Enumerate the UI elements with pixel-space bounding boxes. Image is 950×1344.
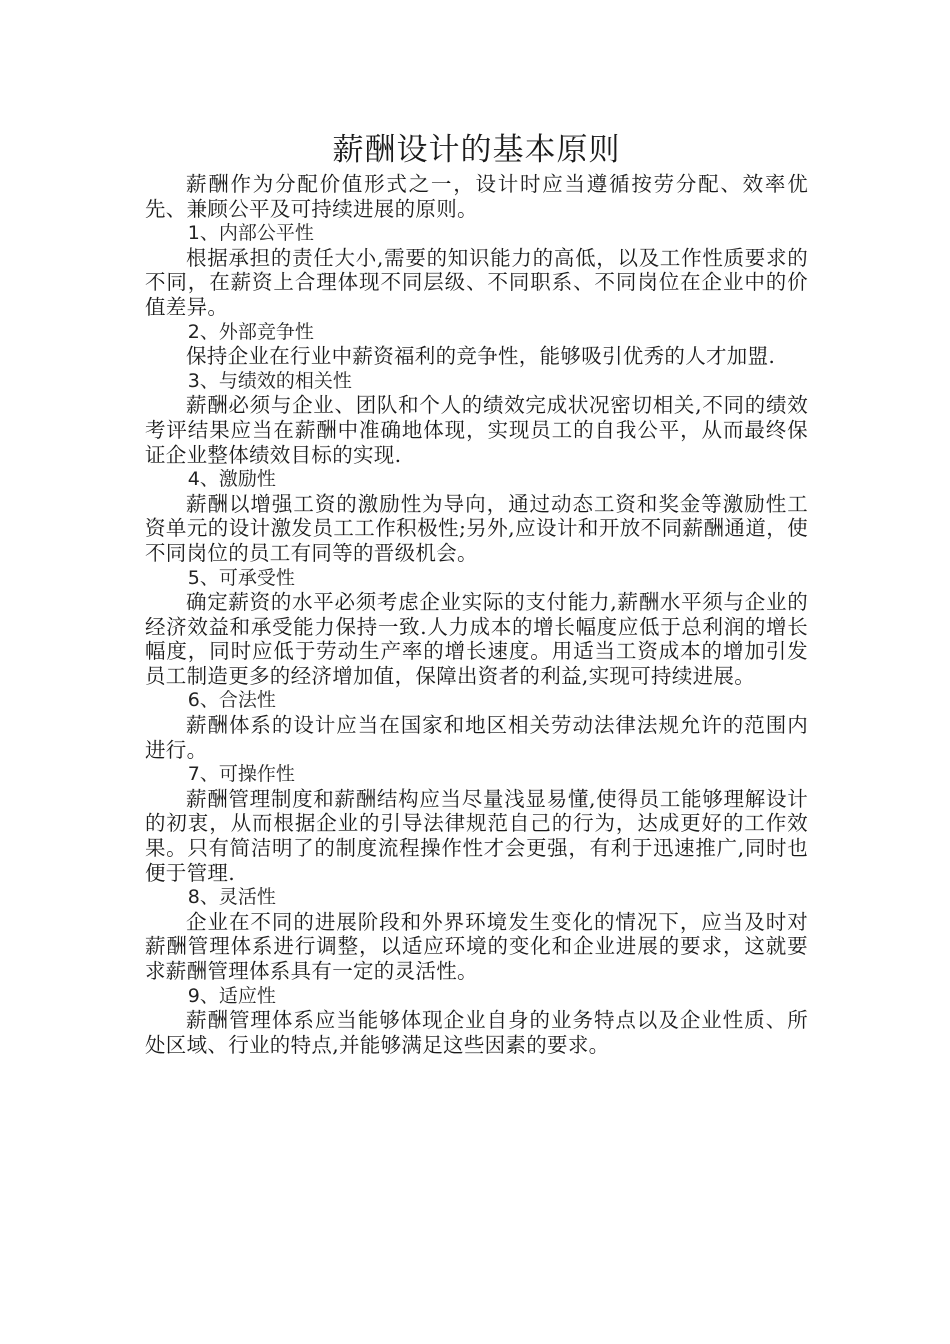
section-incentive [145, 467, 808, 565]
document-page [145, 128, 808, 1057]
section-body: 企业在不同的进展阶段和外界环境发生变化的情况下，应当及时对薪酬管理体系进行调整，以适应环境的变化和企业进展的要求，这就要求薪酬管理体系具有一定的灵活性。 [145, 909, 808, 983]
section-adaptability [145, 984, 808, 1058]
section-heading: 5、可承受性 [187, 566, 295, 589]
section-external-competitiveness [145, 320, 808, 369]
section-body: 薪酬必须与企业、团队和个人的绩效完成状况密切相关,不同的绩效考评结果应当在薪酬中准确地体现，实现员工的自我公平，从而最终保证企业整体绩效目标的实现. [145, 393, 808, 467]
section-heading: 9、适应性 [187, 984, 276, 1007]
document-title: 薪酬设计的基本原则 [332, 132, 621, 168]
section-legality [145, 688, 808, 762]
section-flexibility [145, 885, 808, 983]
section-body: 薪酬管理制度和薪酬结构应当尽量浅显易懂,使得员工能够理解设计的初衷，从而根据企业的引导法律规范自己的行为，达成更好的工作效果。只有简洁明了的制度流程操作性才会更强，有利于迅速推广,同时也便于管理. [145, 786, 808, 885]
section-heading: 4、激励性 [187, 468, 276, 491]
section-body: 薪酬以增强工资的激励性为导向，通过动态工资和奖金等激励性工资单元的设计激发员工工作积极性;另外,应设计和开放不同薪酬通道，使不同岗位的员工有同等的晋级机会。 [145, 491, 808, 565]
section-heading: 7、可操作性 [187, 763, 295, 786]
section-heading: 8、灵活性 [187, 886, 276, 909]
section-heading: 6、合法性 [187, 689, 276, 712]
section-body: 保持企业在行业中薪资福利的竞争性，能够吸引优秀的人才加盟. [186, 344, 776, 369]
section-affordability [145, 566, 808, 689]
section-heading: 1、内部公平性 [187, 222, 314, 245]
section-internal-fairness [145, 221, 808, 319]
section-body: 确定薪资的水平必须考虑企业实际的支付能力,薪酬水平须与企业的经济效益和承受能力保持一致.人力成本的增长幅度应低于总利润的增长幅度，同时应低于劳动生产率的增长速度。用适当工资成本的增加引发员工制造更多的经济增加值，保障出资者的利益,实现可持续进展。 [145, 590, 808, 688]
section-body: 薪酬体系的设计应当在国家和地区相关劳动法律法规允许的范围内进行。 [145, 713, 808, 762]
section-heading: 2、外部竞争性 [187, 320, 314, 343]
intro-paragraph: 薪酬作为分配价值形式之一，设计时应当遵循按劳分配、效率优先、兼顾公平及可持续进展的原则。 [145, 172, 808, 221]
section-body: 根据承担的责任大小,需要的知识能力的高低，以及工作性质要求的不同，在薪资上合理体现不同层级、不同职系、不同岗位在企业中的价值差异。 [145, 245, 808, 319]
section-heading: 3、与绩效的相关性 [187, 369, 352, 392]
section-body: 薪酬管理体系应当能够体现企业自身的业务特点以及企业性质、所处区域、行业的特点,并能够满足这些因素的要求。 [145, 1008, 808, 1057]
section-performance-correlation [145, 369, 808, 467]
section-operability [145, 762, 808, 885]
